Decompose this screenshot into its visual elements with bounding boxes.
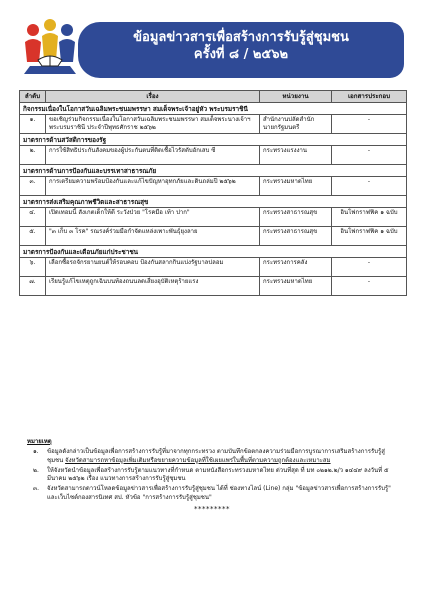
section-title: มาตรการป้องกันและเตือนภัยแก่ประชาชน xyxy=(20,246,407,258)
row-subject: เลือกซื้อรถจักรยานยนต์ให้รอบคอบ ป้องกันสลากกินแบ่งรัฐบาลปลอม xyxy=(46,258,260,277)
row-agency: กระทรวงสาธารณสุข xyxy=(260,227,332,246)
section-title: กิจกรรมเนื่องในโอกาสวันเฉลิมพระชนมพรรษา สมเด็จพระเจ้าอยู่หัว พระบรมราชินี xyxy=(20,103,407,115)
document-header xyxy=(20,16,405,82)
row-subject: เปิดเทอมนี้ สังเกตเด็กให้ดี ระวังป่วย "โรคมือ เท้า ปาก" xyxy=(46,208,260,227)
community-logo-icon xyxy=(20,16,80,80)
row-agency: กระทรวงมหาดไทย xyxy=(260,177,332,196)
section-row xyxy=(20,246,407,258)
end-divider: ********* xyxy=(194,505,230,513)
row-subject: การใช้สิทธิประกันสังคมของผู้ประกันตนที่ติดเชื้อไวรัสตับอักเสบ ซี xyxy=(46,146,260,165)
row-document: - xyxy=(332,115,407,134)
row-agency: กระทรวงการคลัง xyxy=(260,258,332,277)
note-text-underlined: จังหวัดสามารถหาข้อมูลเพิ่มเติมหรือขยายความข้อมูลที่ใช้เผยแพร่ในพื้นที่ตามความถูกต้องและเหมาะสม xyxy=(65,456,331,464)
row-subject: "๓ เก็บ ๓ โรค" รณรงค์ร่วมมือกำจัดแหล่งเพาะพันธุ์ยุงลาย xyxy=(46,227,260,246)
row-subject: การเตรียมความพร้อมป้องกันและแก้ไขปัญหาอุทกภัยและดินถล่มปี ๒๕๖๒ xyxy=(46,177,260,196)
issue-number: ครั้งที่ ๘ / ๒๕๖๒ xyxy=(193,47,289,62)
row-document: อินโฟกราฟฟิค ๑ ฉบับ xyxy=(332,227,407,246)
row-agency: กระทรวงแรงงาน xyxy=(260,146,332,165)
note-text: ให้จังหวัดนำข้อมูลเพื่อสร้างการรับรู้ตามแนวทางที่กำหนด ตามหนังสือกระทรวงมหาดไทย ด่วนที่สุด ที่ มท ๐๒๑๒.๒/ว ๑๔๔๙ ลงวันที่ ๕ มีนาคม ๒๕๖๒ เรื่อง แนวทางการสร้างการรับรู้สู่ชุมชน xyxy=(47,466,389,483)
section-title: มาตรการส่งเสริมคุณภาพชีวิตและสาธารณสุข xyxy=(20,196,407,208)
header-order: ลำดับ xyxy=(20,91,46,103)
note-text-plain: ข้อมูลดังกล่าวเป็นข้อมูลเพื่อการสร้างการรับรู้ที่มาจากทุกกระทรวง ตามบันทึกข้อตกลงความร่วมมือการบูรณาการเสริมสร้างการรับรู้สู่ชุมชน xyxy=(47,448,385,464)
table-row xyxy=(20,277,407,296)
note-number: ๑. xyxy=(33,448,39,456)
row-document: - xyxy=(332,277,407,296)
row-document: - xyxy=(332,177,407,196)
row-number: ๑. xyxy=(20,115,46,134)
row-number: ๓. xyxy=(20,177,46,196)
row-agency: กระทรวงสาธารณสุข xyxy=(260,208,332,227)
title-banner xyxy=(78,22,404,78)
section-title: มาตรการด้านสวัสดิการของรัฐ xyxy=(20,134,407,146)
section-row xyxy=(20,134,407,146)
row-agency: สำนักงานปลัดสำนักนายกรัฐมนตรี xyxy=(260,115,332,134)
row-number: ๔. xyxy=(20,208,46,227)
table-row xyxy=(20,227,407,246)
note-number: ๒. xyxy=(33,466,39,474)
news-table xyxy=(19,90,407,296)
row-document: - xyxy=(332,258,407,277)
notes-heading: หมายเหตุ xyxy=(27,438,52,445)
section-row xyxy=(20,103,407,115)
row-number: ๕. xyxy=(20,227,46,246)
row-number: ๖. xyxy=(20,258,46,277)
note-item xyxy=(27,448,399,465)
note-text xyxy=(47,448,399,465)
note-text: จังหวัดสามารถดาวน์โหลดข้อมูลข่าวสารเพื่อสร้างการรับรู้สู่ชุมชน ได้ที่ ช่องทางไลน์ (Line) กลุ่ม "ข้อมูลข่าวสารเพื่อการสร้างการรับรู้" และเว็บไซต์กองสารนิเทศ สป. หัวข้อ "การสร้างการรับรู้สู่ชุมชน" xyxy=(47,485,391,501)
row-subject: ขอเชิญร่วมกิจกรรมเนื่องในโอกาสวันเฉลิมพระชนมพรรษา สมเด็จพระนางเจ้าฯ พระบรมราชินี ประจำปีพุทธศักราช ๒๕๖๒ xyxy=(46,115,260,134)
header-agency: หน่วยงาน xyxy=(260,91,332,103)
section-row xyxy=(20,165,407,177)
table-row xyxy=(20,115,407,134)
row-document: อินโฟกราฟฟิค ๑ ฉบับ xyxy=(332,208,407,227)
table-header-row xyxy=(20,91,407,103)
table-row xyxy=(20,208,407,227)
note-item xyxy=(27,467,399,484)
document-title: ข้อมูลข่าวสารเพื่อสร้างการรับรู้สู่ชุมชน xyxy=(133,30,349,45)
header-subject: เรื่อง xyxy=(46,91,260,103)
table-row xyxy=(20,177,407,196)
row-subject: เรียนรู้แก้ไขเหตุถูกเฉินบนท้องถนนลดเสี่ยงอุบัติเหตุร้ายแรง xyxy=(46,277,260,296)
row-number: ๗. xyxy=(20,277,46,296)
row-agency: กระทรวงมหาดไทย xyxy=(260,277,332,296)
note-item xyxy=(27,485,399,502)
section-title: มาตรการด้านการป้องกันและบรรเทาสาธารณภัย xyxy=(20,165,407,177)
notes-section xyxy=(27,438,399,504)
table-row xyxy=(20,258,407,277)
row-document: - xyxy=(332,146,407,165)
table-row xyxy=(20,146,407,165)
section-row xyxy=(20,196,407,208)
note-number: ๓. xyxy=(33,485,40,493)
header-document: เอกสารประกอบ xyxy=(332,91,407,103)
row-number: ๒. xyxy=(20,146,46,165)
